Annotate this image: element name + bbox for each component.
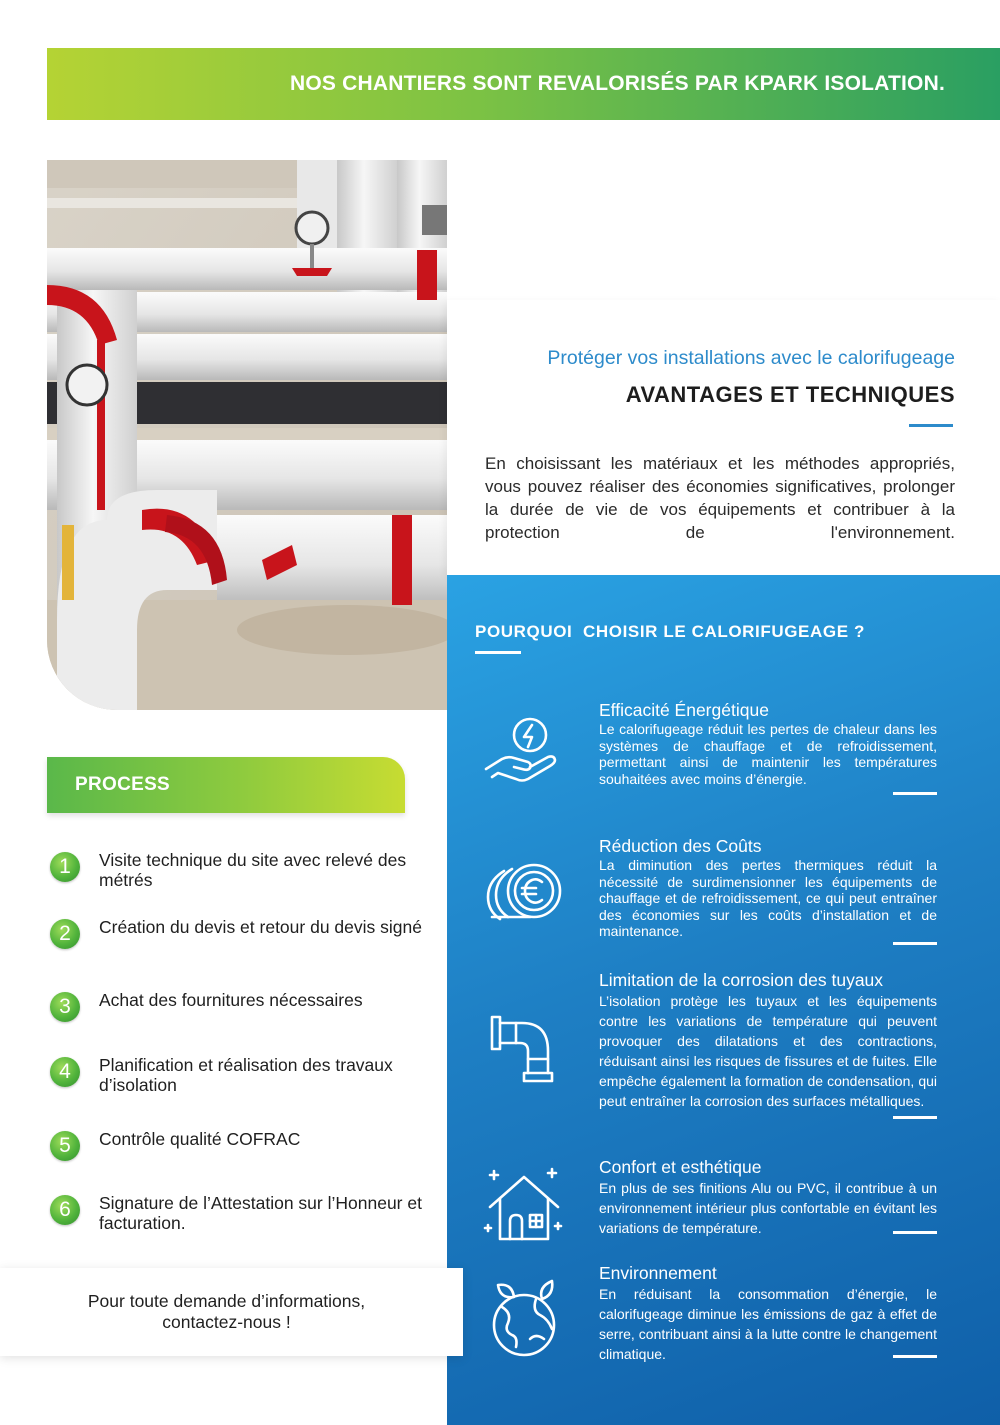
- benefit-environment-title: Environnement: [599, 1263, 717, 1283]
- step-number-badge: 5: [50, 1131, 80, 1161]
- benefit-costs-text: La diminution des pertes thermiques réduit la nécessité de surdimensionner les équipements de chauffage et de refroidissement, ce qui peut entraîner des économies sur les coûts d’installation et de maintenance.: [599, 857, 937, 939]
- benefit-comfort-text: En plus de ses finitions Alu ou PVC, il contribue à un environnement intérieur plus confortable en évitant les variations de température.: [599, 1180, 937, 1236]
- intro-title-underline: [909, 424, 953, 427]
- process-step: [50, 917, 430, 949]
- process-step: [50, 1129, 430, 1161]
- top-banner: [47, 48, 1000, 120]
- why-panel: [447, 575, 1000, 1425]
- globe-leaves-icon: [482, 1277, 567, 1362]
- step-number-badge: 4: [50, 1057, 80, 1087]
- step-number-badge: 6: [50, 1195, 80, 1225]
- energy-hand-icon: [482, 705, 567, 790]
- contact-line-2: contactez-nous !: [162, 1312, 291, 1332]
- process-step: [50, 990, 430, 1022]
- contact-box[interactable]: [0, 1268, 463, 1356]
- why-heading-underline: [475, 651, 521, 654]
- step-text: Création du devis et retour du devis signé: [99, 917, 422, 937]
- process-step: [50, 1193, 430, 1233]
- benefit-environment-underline: [893, 1355, 937, 1358]
- step-text: Planification et réalisation des travaux d’isolation: [99, 1055, 393, 1095]
- benefit-energy: [599, 700, 937, 787]
- process-step: [50, 1055, 430, 1095]
- benefit-energy-underline: [893, 792, 937, 795]
- contact-text: [88, 1291, 375, 1333]
- why-heading: POURQUOI CHOISIR LE CALORIFUGEAGE ?: [475, 622, 865, 641]
- benefit-costs-underline: [893, 942, 937, 945]
- benefit-comfort-title: Confort et esthétique: [599, 1157, 762, 1177]
- process-step: [50, 850, 430, 890]
- benefit-energy-text: Le calorifugeage réduit les pertes de chaleur dans les systèmes de chauffage et de refroidissement, permettant ainsi de maintenir les températures souhaitées avec moins d’énergie.: [599, 721, 937, 787]
- process-header: [47, 757, 405, 813]
- step-number-badge: 1: [50, 852, 80, 882]
- step-text: Visite technique du site avec relevé des métrés: [99, 850, 407, 890]
- benefit-comfort-underline: [893, 1231, 937, 1234]
- house-sparkle-icon: [482, 1163, 567, 1248]
- step-text: Contrôle qualité COFRAC: [99, 1129, 301, 1149]
- benefit-corrosion-title: Limitation de la corrosion des tuyaux: [599, 970, 884, 990]
- benefit-corrosion-text: L’isolation protège les tuyaux et les équipements contre les variations de température qui peuvent provoquer des dilatations et des contractions, réduisant ainsi les risques de fissures et de fuites. Elle empêche également la formation de condensation, qui peut entraîner la corrosion des surfaces métalliques.: [599, 993, 937, 1109]
- intro-title: AVANTAGES ET TECHNIQUES: [625, 382, 955, 407]
- pipe-elbow-icon: [482, 1007, 567, 1092]
- benefit-energy-title: Efficacité Énergétique: [599, 700, 769, 720]
- pipes-photo: [47, 160, 447, 710]
- contact-line-1: Pour toute demande d’informations,: [87, 1291, 366, 1311]
- intro-card: [447, 300, 1000, 575]
- step-text: Achat des fournitures nécessaires: [99, 990, 363, 1010]
- benefit-costs: [599, 836, 937, 940]
- euro-coins-icon: [482, 851, 567, 936]
- benefit-corrosion-underline: [893, 1116, 937, 1119]
- benefit-comfort: [599, 1157, 937, 1238]
- step-text: Signature de l’Attestation sur l’Honneur et facturation.: [99, 1193, 422, 1233]
- benefit-corrosion: [599, 970, 937, 1111]
- step-number-badge: 2: [50, 919, 80, 949]
- process-title: PROCESS: [75, 774, 171, 795]
- benefit-environment: [599, 1263, 937, 1364]
- intro-text: En choisissant les matériaux et les méthodes appropriés, vous pouvez réaliser des économies significatives, prolonger la durée de vie de vos équipements et contribuer à la protection de l'environnement.: [485, 454, 955, 542]
- intro-subtitle: Protéger vos installations avec le calorifugeage: [547, 347, 955, 369]
- benefit-costs-title: Réduction des Coûts: [599, 836, 762, 856]
- step-number-badge: 3: [50, 992, 80, 1022]
- benefit-environment-text: En réduisant la consommation d’énergie, le calorifugeage diminue les émissions de gaz à effet de serre, contribuant ainsi à la lutte contre le changement climatique.: [599, 1286, 937, 1362]
- banner-text: NOS CHANTIERS SONT REVALORISÉS PAR KPARK ISOLATION.: [289, 72, 945, 95]
